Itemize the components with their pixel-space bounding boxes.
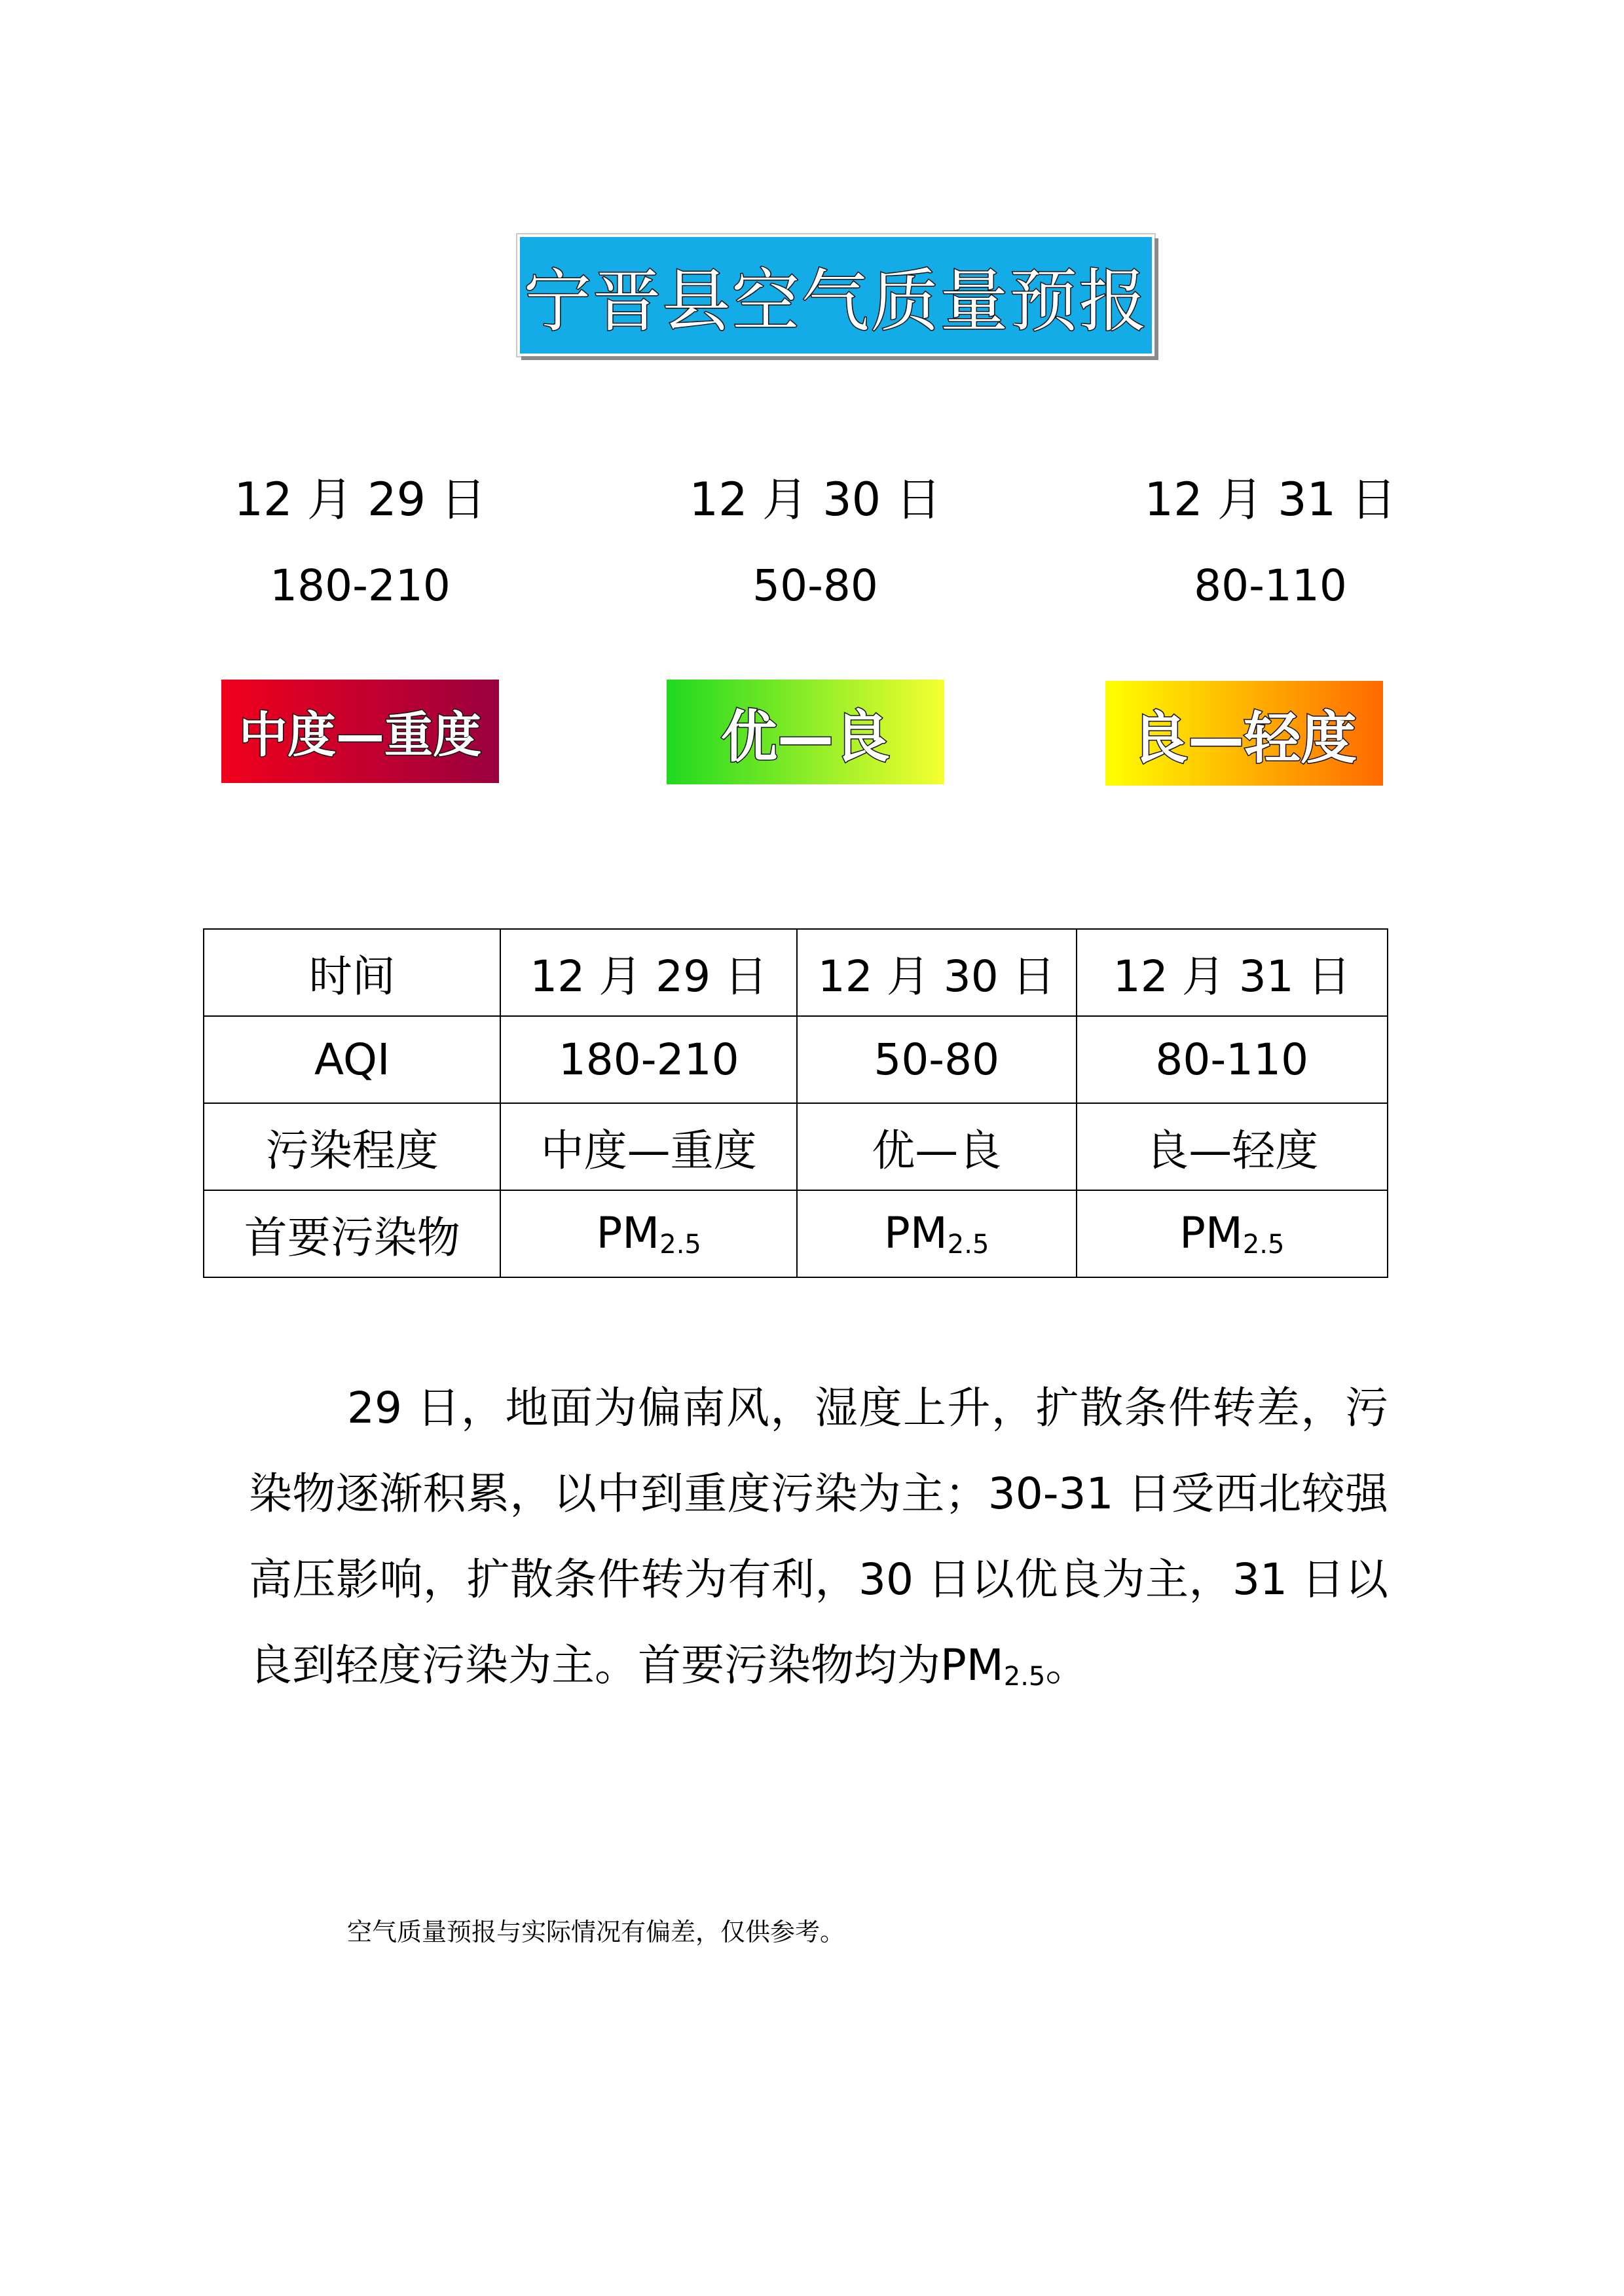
- day-date: 12 月 29 日: [234, 473, 487, 526]
- pollutant-sub: 2.5: [659, 1230, 701, 1260]
- table-cell: [1077, 1190, 1388, 1277]
- table-cell: [797, 1190, 1077, 1277]
- pollutant-sub: 2.5: [1242, 1230, 1285, 1260]
- sentence-end: 。: [1045, 1640, 1089, 1690]
- table-cell: [500, 1190, 797, 1277]
- forecast-table: [203, 928, 1388, 1278]
- disclaimer-note: 空气质量预报与实际情况有偏差，仅供参考。: [347, 1918, 845, 1946]
- table-cell: 良—轻度: [1077, 1103, 1388, 1190]
- pollutant-main: PM: [940, 1640, 1004, 1690]
- row-label: 首要污染物: [204, 1190, 500, 1277]
- table-cell: 优—良: [797, 1103, 1077, 1190]
- table-row: [204, 1016, 1388, 1103]
- day-date: 12 月 30 日: [689, 473, 942, 526]
- row-label: 污染程度: [204, 1103, 500, 1190]
- day-aqi: 180-210: [270, 560, 451, 611]
- level-badge-31: 良—轻度: [1105, 681, 1383, 786]
- day-summary-29: [164, 470, 557, 615]
- day-date: 12 月 31 日: [1144, 473, 1397, 526]
- day-summary-31: [1074, 470, 1467, 615]
- table-cell: 12 月 31 日: [1077, 929, 1388, 1016]
- row-label: 时间: [204, 929, 500, 1016]
- table-row: [204, 929, 1388, 1016]
- page-title: 宁晋县空气质量预报: [517, 234, 1154, 356]
- level-badge-30: 优—良: [667, 680, 944, 784]
- table-cell: 50-80: [797, 1016, 1077, 1103]
- day-aqi: 50-80: [752, 560, 878, 611]
- pollutant-main: PM: [1179, 1208, 1243, 1258]
- day-aqi: 80-110: [1194, 560, 1347, 611]
- day-summary-30: [619, 470, 1012, 615]
- table-row: [204, 1190, 1388, 1277]
- row-label: AQI: [204, 1016, 500, 1103]
- level-badge-29: 中度—重度: [221, 680, 499, 783]
- description-text: 29 日，地面为偏南风，湿度上升，扩散条件转差，污染物逐渐积累，以中到重度污染为主；30-31 日受西北较强高压影响，扩散条件转为有利，30 日以优良为主，31 日以良到轻度污染为主。首要污染物均为: [249, 1383, 1388, 1690]
- table-cell: 中度—重度: [500, 1103, 797, 1190]
- table-cell: 180-210: [500, 1016, 797, 1103]
- table-cell: 80-110: [1077, 1016, 1388, 1103]
- pollutant-main: PM: [884, 1208, 948, 1258]
- pollutant-sub: 2.5: [1003, 1662, 1046, 1692]
- table-cell: 12 月 29 日: [500, 929, 797, 1016]
- table-row: [204, 1103, 1388, 1190]
- pollutant-sub: 2.5: [947, 1230, 989, 1260]
- pollutant-main: PM: [596, 1208, 660, 1258]
- forecast-description: [249, 1365, 1388, 1720]
- table-cell: 12 月 30 日: [797, 929, 1077, 1016]
